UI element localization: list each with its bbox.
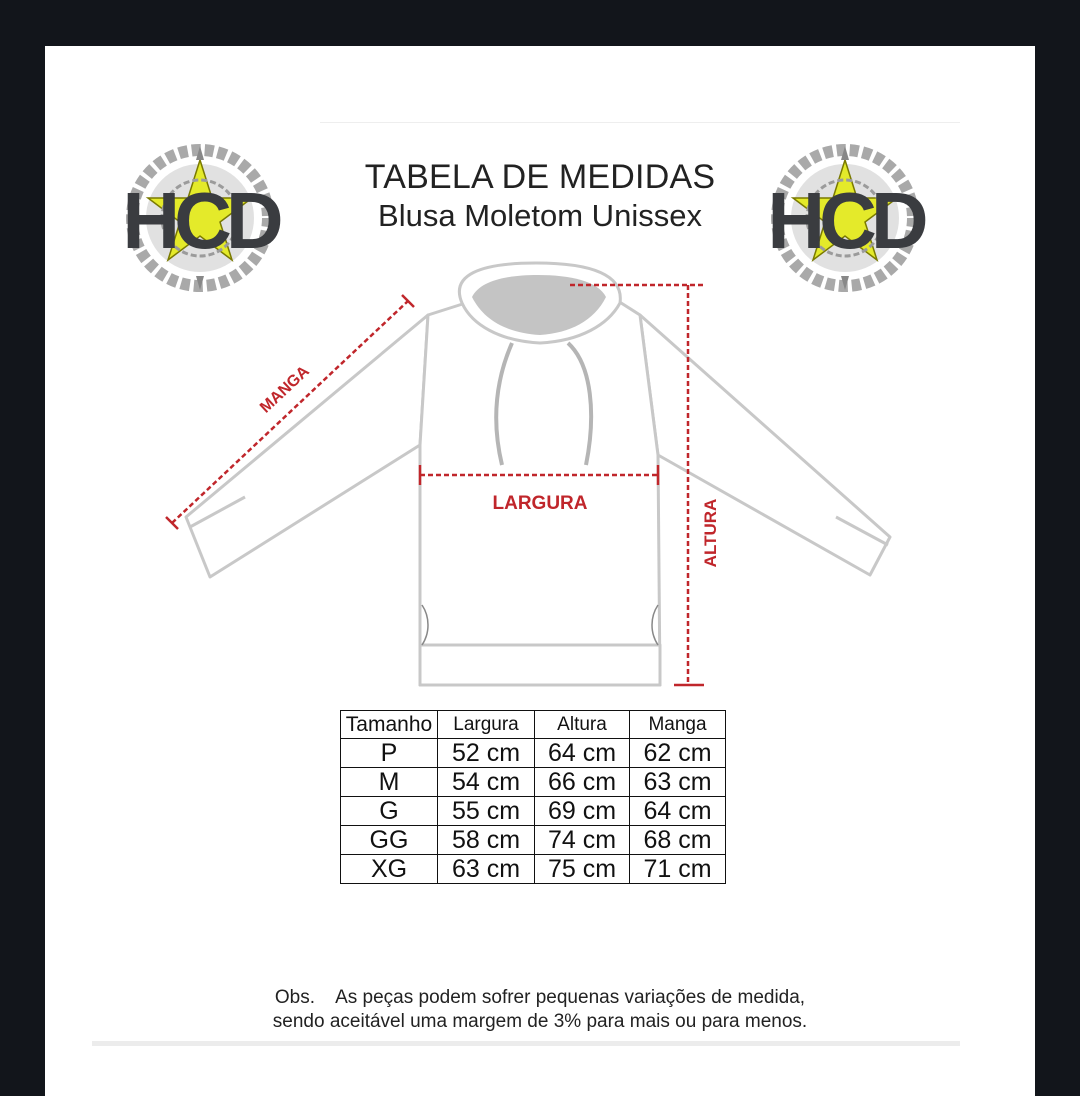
left-sleeve (186, 315, 428, 577)
logo-letters: HCD (767, 176, 923, 265)
largura-cell: 55 cm (438, 797, 535, 826)
size-cell: GG (341, 826, 438, 855)
size-cell: M (341, 768, 438, 797)
table-row (341, 855, 726, 884)
largura-label: LARGURA (492, 493, 588, 514)
altura-cell: 74 cm (535, 826, 630, 855)
table-row (341, 768, 726, 797)
header-tamanho: Tamanho (341, 711, 438, 739)
note-line-1: Obs. As peças podem sofrer pequenas variações de medida, (274, 987, 806, 1008)
bottom-divider (92, 1041, 960, 1046)
table-row (341, 797, 726, 826)
manga-cell: 62 cm (630, 739, 726, 768)
page-subtitle: Blusa Moletom Unissex (378, 198, 702, 233)
altura-cell: 75 cm (535, 855, 630, 884)
logo-letters: HCD (122, 176, 278, 265)
top-divider (320, 122, 960, 123)
header-manga: Manga (630, 711, 726, 739)
table-row (341, 826, 726, 855)
largura-cell: 58 cm (438, 826, 535, 855)
size-cell: G (341, 797, 438, 826)
table-row (341, 739, 726, 768)
largura-cell: 52 cm (438, 739, 535, 768)
note-line-2: sendo aceitável uma margem de 3% para mais ou para menos. (272, 1011, 808, 1032)
altura-cell: 69 cm (535, 797, 630, 826)
right-sleeve (640, 315, 890, 575)
hoodie-diagram (150, 255, 910, 695)
largura-cell: 63 cm (438, 855, 535, 884)
manga-cell: 71 cm (630, 855, 726, 884)
page-title: TABELA DE MEDIDAS (364, 158, 716, 196)
header-largura: Largura (438, 711, 535, 739)
altura-cell: 64 cm (535, 739, 630, 768)
size-cell: XG (341, 855, 438, 884)
size-table (340, 710, 726, 884)
manga-cell: 63 cm (630, 768, 726, 797)
header-altura: Altura (535, 711, 630, 739)
altura-cell: 66 cm (535, 768, 630, 797)
manga-cell: 64 cm (630, 797, 726, 826)
manga-cell: 68 cm (630, 826, 726, 855)
waistband (420, 645, 660, 685)
table-header-row (341, 711, 726, 739)
altura-label: ALTURA (701, 498, 720, 568)
manga-label: MANGA (257, 362, 313, 417)
largura-cell: 54 cm (438, 768, 535, 797)
measurement-note (200, 986, 880, 1034)
size-cell: P (341, 739, 438, 768)
